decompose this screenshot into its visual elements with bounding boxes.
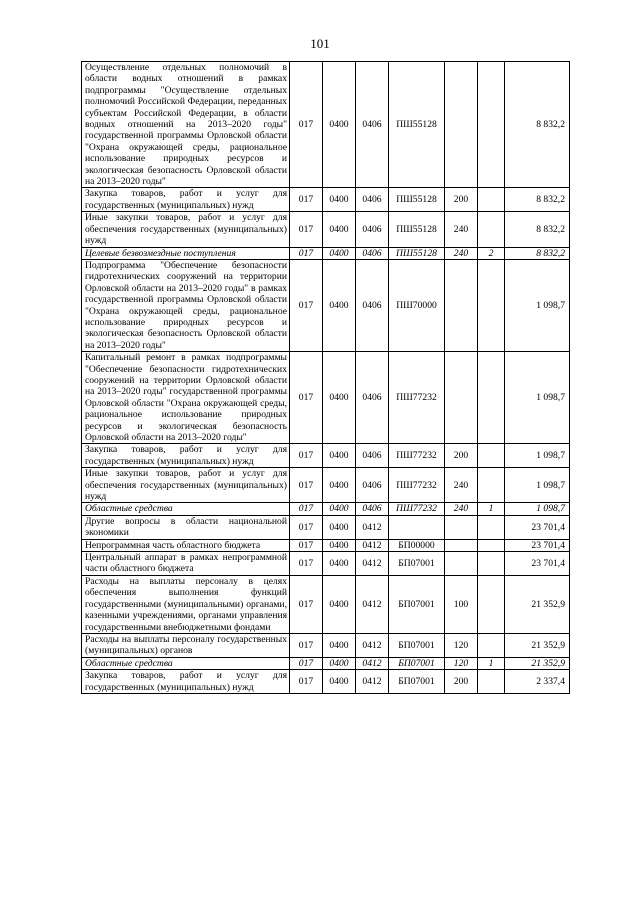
table-row xyxy=(82,539,570,551)
row-subsection: 0406 xyxy=(356,247,389,259)
row-amount: 1 098,7 xyxy=(505,444,570,468)
row-article: ПШ55128 xyxy=(389,188,445,212)
row-article: БП07001 xyxy=(389,552,445,576)
row-amount: 23 701,4 xyxy=(505,552,570,576)
row-article: ПШ55128 xyxy=(389,62,445,188)
row-amount: 8 832,2 xyxy=(505,247,570,259)
row-section: 0400 xyxy=(323,657,356,669)
row-section: 0400 xyxy=(323,633,356,657)
row-flag xyxy=(478,575,505,633)
row-section: 0400 xyxy=(323,539,356,551)
row-amount: 21 352,9 xyxy=(505,575,570,633)
row-amount: 8 832,2 xyxy=(505,62,570,188)
row-name: Центральный аппарат в рамках непрограммной части областного бюджета xyxy=(82,552,290,576)
row-expense-type: 240 xyxy=(445,212,478,247)
row-code: 017 xyxy=(290,657,323,669)
row-amount: 8 832,2 xyxy=(505,212,570,247)
row-expense-type: 200 xyxy=(445,188,478,212)
row-code: 017 xyxy=(290,539,323,551)
row-article: БП07001 xyxy=(389,657,445,669)
row-code: 017 xyxy=(290,212,323,247)
row-flag xyxy=(478,633,505,657)
row-article: БП07001 xyxy=(389,633,445,657)
row-expense-type: 240 xyxy=(445,247,478,259)
row-section: 0400 xyxy=(323,503,356,515)
row-section: 0400 xyxy=(323,552,356,576)
row-name: Областные средства xyxy=(82,657,290,669)
row-amount: 1 098,7 xyxy=(505,259,570,351)
row-name: Иные закупки товаров, работ и услуг для обеспечения государственных (муниципальных) нужд xyxy=(82,468,290,503)
row-name: Другие вопросы в области национальной экономики xyxy=(82,515,290,539)
row-code: 017 xyxy=(290,247,323,259)
row-article: ПШ70000 xyxy=(389,259,445,351)
row-code: 017 xyxy=(290,352,323,444)
table-row xyxy=(82,552,570,576)
row-amount: 2 337,4 xyxy=(505,670,570,694)
row-code: 017 xyxy=(290,633,323,657)
row-section: 0400 xyxy=(323,468,356,503)
row-section: 0400 xyxy=(323,247,356,259)
table-row xyxy=(82,62,570,188)
table-row xyxy=(82,575,570,633)
budget-table-body xyxy=(82,62,570,694)
row-name: Подпрограмма "Обеспечение безопасности гидротехнических сооружений на территории Орловской области на 2013–2020 годы" в рамках государственной программы Орловской области "Охрана окружающей среды, рациональное использование природных ресурсов и экологическая безопасность Орловской области на 2013–2020 годы" xyxy=(82,259,290,351)
table-row-funding-source xyxy=(82,247,570,259)
row-amount: 23 701,4 xyxy=(505,539,570,551)
row-section: 0400 xyxy=(323,670,356,694)
row-expense-type: 200 xyxy=(445,670,478,694)
row-expense-type: 240 xyxy=(445,468,478,503)
row-subsection: 0412 xyxy=(356,515,389,539)
row-name: Закупка товаров, работ и услуг для государственных (муниципальных) нужд xyxy=(82,444,290,468)
row-flag xyxy=(478,352,505,444)
row-code: 017 xyxy=(290,503,323,515)
row-subsection: 0412 xyxy=(356,539,389,551)
row-amount: 21 352,9 xyxy=(505,633,570,657)
row-subsection: 0412 xyxy=(356,552,389,576)
row-article: ПШ55128 xyxy=(389,247,445,259)
row-article: БП07001 xyxy=(389,575,445,633)
row-flag xyxy=(478,552,505,576)
row-name: Целевые безвозмездные поступления xyxy=(82,247,290,259)
row-amount: 21 352,9 xyxy=(505,657,570,669)
table-row xyxy=(82,633,570,657)
row-expense-type: 120 xyxy=(445,633,478,657)
row-expense-type: 200 xyxy=(445,444,478,468)
row-amount: 1 098,7 xyxy=(505,503,570,515)
row-name: Областные средства xyxy=(82,503,290,515)
row-subsection: 0406 xyxy=(356,188,389,212)
row-expense-type xyxy=(445,259,478,351)
table-row xyxy=(82,259,570,351)
row-name: Расходы на выплаты персоналу в целях обеспечения выполнения функций государственными (муниципальными) органами, казенными учреждениями, органами управления государственными внебюджетными фондами xyxy=(82,575,290,633)
row-amount: 1 098,7 xyxy=(505,468,570,503)
row-expense-type xyxy=(445,552,478,576)
row-flag xyxy=(478,259,505,351)
row-name: Закупка товаров, работ и услуг для государственных (муниципальных) нужд xyxy=(82,670,290,694)
row-flag: 1 xyxy=(478,503,505,515)
row-flag xyxy=(478,468,505,503)
row-article xyxy=(389,515,445,539)
row-section: 0400 xyxy=(323,62,356,188)
row-expense-type xyxy=(445,515,478,539)
row-article: БП00000 xyxy=(389,539,445,551)
row-article: ПШ77232 xyxy=(389,444,445,468)
row-section: 0400 xyxy=(323,575,356,633)
row-amount: 8 832,2 xyxy=(505,188,570,212)
row-code: 017 xyxy=(290,444,323,468)
row-subsection: 0406 xyxy=(356,468,389,503)
row-article: ПШ77232 xyxy=(389,468,445,503)
row-code: 017 xyxy=(290,552,323,576)
row-section: 0400 xyxy=(323,444,356,468)
row-code: 017 xyxy=(290,62,323,188)
row-expense-type: 240 xyxy=(445,503,478,515)
row-subsection: 0406 xyxy=(356,503,389,515)
row-code: 017 xyxy=(290,468,323,503)
row-subsection: 0412 xyxy=(356,633,389,657)
row-name: Непрограммная часть областного бюджета xyxy=(82,539,290,551)
row-expense-type: 120 xyxy=(445,657,478,669)
row-flag xyxy=(478,670,505,694)
row-section: 0400 xyxy=(323,259,356,351)
row-section: 0400 xyxy=(323,212,356,247)
row-code: 017 xyxy=(290,670,323,694)
row-name: Закупка товаров, работ и услуг для государственных (муниципальных) нужд xyxy=(82,188,290,212)
row-amount: 23 701,4 xyxy=(505,515,570,539)
row-subsection: 0412 xyxy=(356,657,389,669)
row-flag xyxy=(478,515,505,539)
table-row-funding-source xyxy=(82,503,570,515)
row-subsection: 0406 xyxy=(356,212,389,247)
row-subsection: 0406 xyxy=(356,62,389,188)
table-row xyxy=(82,352,570,444)
row-subsection: 0412 xyxy=(356,670,389,694)
row-section: 0400 xyxy=(323,515,356,539)
row-article: ПШ55128 xyxy=(389,212,445,247)
row-code: 017 xyxy=(290,515,323,539)
row-subsection: 0406 xyxy=(356,259,389,351)
table-row xyxy=(82,188,570,212)
row-article: ПШ77232 xyxy=(389,503,445,515)
budget-table xyxy=(81,61,570,694)
row-flag xyxy=(478,212,505,247)
row-expense-type xyxy=(445,539,478,551)
row-expense-type xyxy=(445,62,478,188)
row-flag: 1 xyxy=(478,657,505,669)
row-code: 017 xyxy=(290,188,323,212)
row-section: 0400 xyxy=(323,188,356,212)
row-flag xyxy=(478,188,505,212)
row-name: Капитальный ремонт в рамках подпрограммы "Обеспечение безопасности гидротехнических сооружений на территории Орловской области на 2013–2020 годы" государственной программы Орловской области "Охрана окружающей среды, рациональное использование природных ресурсов и экологическая безопасность Орловской области на 2013–2020 годы" xyxy=(82,352,290,444)
row-section: 0400 xyxy=(323,352,356,444)
row-flag: 2 xyxy=(478,247,505,259)
row-expense-type xyxy=(445,352,478,444)
row-name: Иные закупки товаров, работ и услуг для обеспечения государственных (муниципальных) нужд xyxy=(82,212,290,247)
table-row xyxy=(82,515,570,539)
table-row xyxy=(82,444,570,468)
row-subsection: 0406 xyxy=(356,444,389,468)
row-name: Расходы на выплаты персоналу государственных (муниципальных) органов xyxy=(82,633,290,657)
table-row xyxy=(82,670,570,694)
row-code: 017 xyxy=(290,575,323,633)
row-subsection: 0412 xyxy=(356,575,389,633)
row-subsection: 0406 xyxy=(356,352,389,444)
row-name: Осуществление отдельных полномочий в области водных отношений в рамках подпрограммы "Осуществление отдельных полномочий Российской Федерации, переданных субъектам Российской Федерации, в области водных отношений на 2013–2020 годы" государственной программы Орловской области "Охрана окружающей среды, рациональное использование природных ресурсов и экологическая безопасность Орловской области на 2013–2020 годы" xyxy=(82,62,290,188)
page-number: 101 xyxy=(310,36,330,51)
row-flag xyxy=(478,62,505,188)
row-flag xyxy=(478,539,505,551)
row-code: 017 xyxy=(290,259,323,351)
row-article: ПШ77232 xyxy=(389,352,445,444)
table-row xyxy=(82,212,570,247)
table-row-funding-source xyxy=(82,657,570,669)
row-amount: 1 098,7 xyxy=(505,352,570,444)
row-expense-type: 100 xyxy=(445,575,478,633)
table-row xyxy=(82,468,570,503)
row-article: БП07001 xyxy=(389,670,445,694)
row-flag xyxy=(478,444,505,468)
